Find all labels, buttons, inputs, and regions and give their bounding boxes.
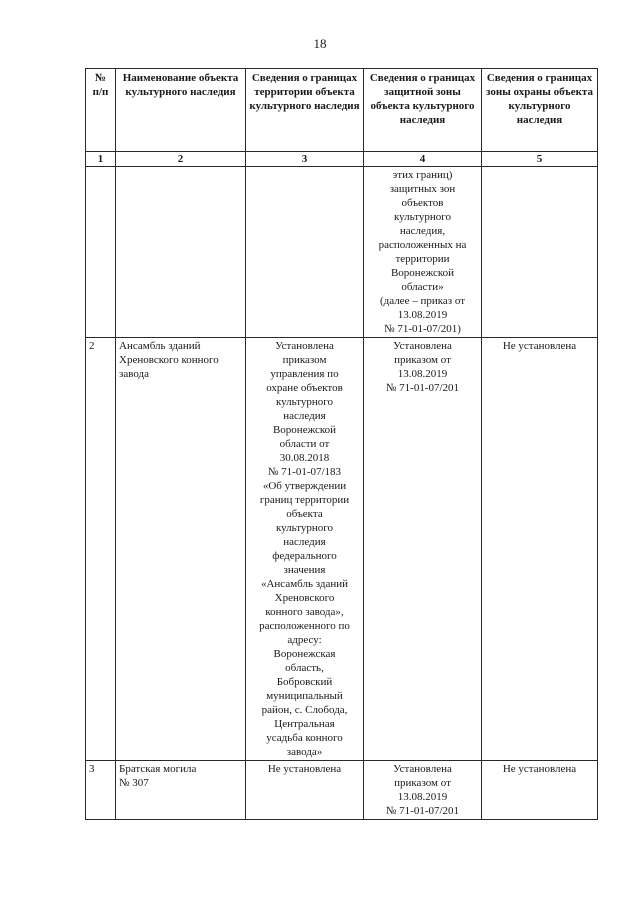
cell-protection-zone xyxy=(482,167,598,338)
cell-protective-zone: этих границ) защитных зон объектов культурного наследия, расположенных на территории Воронежской области» (далее – приказ от 13.08.2019 № 71-01-07/201) xyxy=(364,167,482,338)
cell-number: 2 xyxy=(86,338,116,761)
header-number: № п/п xyxy=(86,69,116,152)
cell-territory: Установлена приказом управления по охране объектов культурного наследия Воронежской области от 30.08.2018 № 71-01-07/183 «Об утверждении границ территории объекта культурного наследия федерального значения «Ансамбль зданий Хреновского конного завода», расположенного по адресу: Воронежская область, Бобровский муниципальный район, с. Слобода, Центральная усадьба конного завода» xyxy=(246,338,364,761)
cell-object-name xyxy=(116,167,246,338)
column-number: 5 xyxy=(482,152,598,167)
cell-protection-zone: Не установлена xyxy=(482,338,598,761)
header-row xyxy=(86,69,598,152)
column-number: 1 xyxy=(86,152,116,167)
column-number: 3 xyxy=(246,152,364,167)
header-protective-zone: Сведения о границах защитной зоны объекта культурного наследия xyxy=(364,69,482,152)
heritage-table xyxy=(85,68,598,820)
column-number: 2 xyxy=(116,152,246,167)
cell-protective-zone: Установлена приказом от 13.08.2019 № 71-01-07/201 xyxy=(364,761,482,820)
table-row xyxy=(86,167,598,338)
cell-protection-zone: Не установлена xyxy=(482,761,598,820)
page-number: 18 xyxy=(313,36,327,51)
cell-territory xyxy=(246,167,364,338)
table-row xyxy=(86,761,598,820)
column-number-row xyxy=(86,152,598,167)
cell-object-name: Ансамбль зданий Хреновского конного завода xyxy=(116,338,246,761)
cell-territory: Не установлена xyxy=(246,761,364,820)
cell-number xyxy=(86,167,116,338)
cell-object-name: Братская могила № 307 xyxy=(116,761,246,820)
cell-number: 3 xyxy=(86,761,116,820)
cell-protective-zone: Установлена приказом от 13.08.2019 № 71-01-07/201 xyxy=(364,338,482,761)
table-row xyxy=(86,338,598,761)
column-number: 4 xyxy=(364,152,482,167)
header-territory-boundaries: Сведения о границах территории объекта культурного наследия xyxy=(246,69,364,152)
header-protection-zone: Сведения о границах зоны охраны объекта культурного наследия xyxy=(482,69,598,152)
header-object-name: Наименование объекта культурного наследия xyxy=(116,69,246,152)
